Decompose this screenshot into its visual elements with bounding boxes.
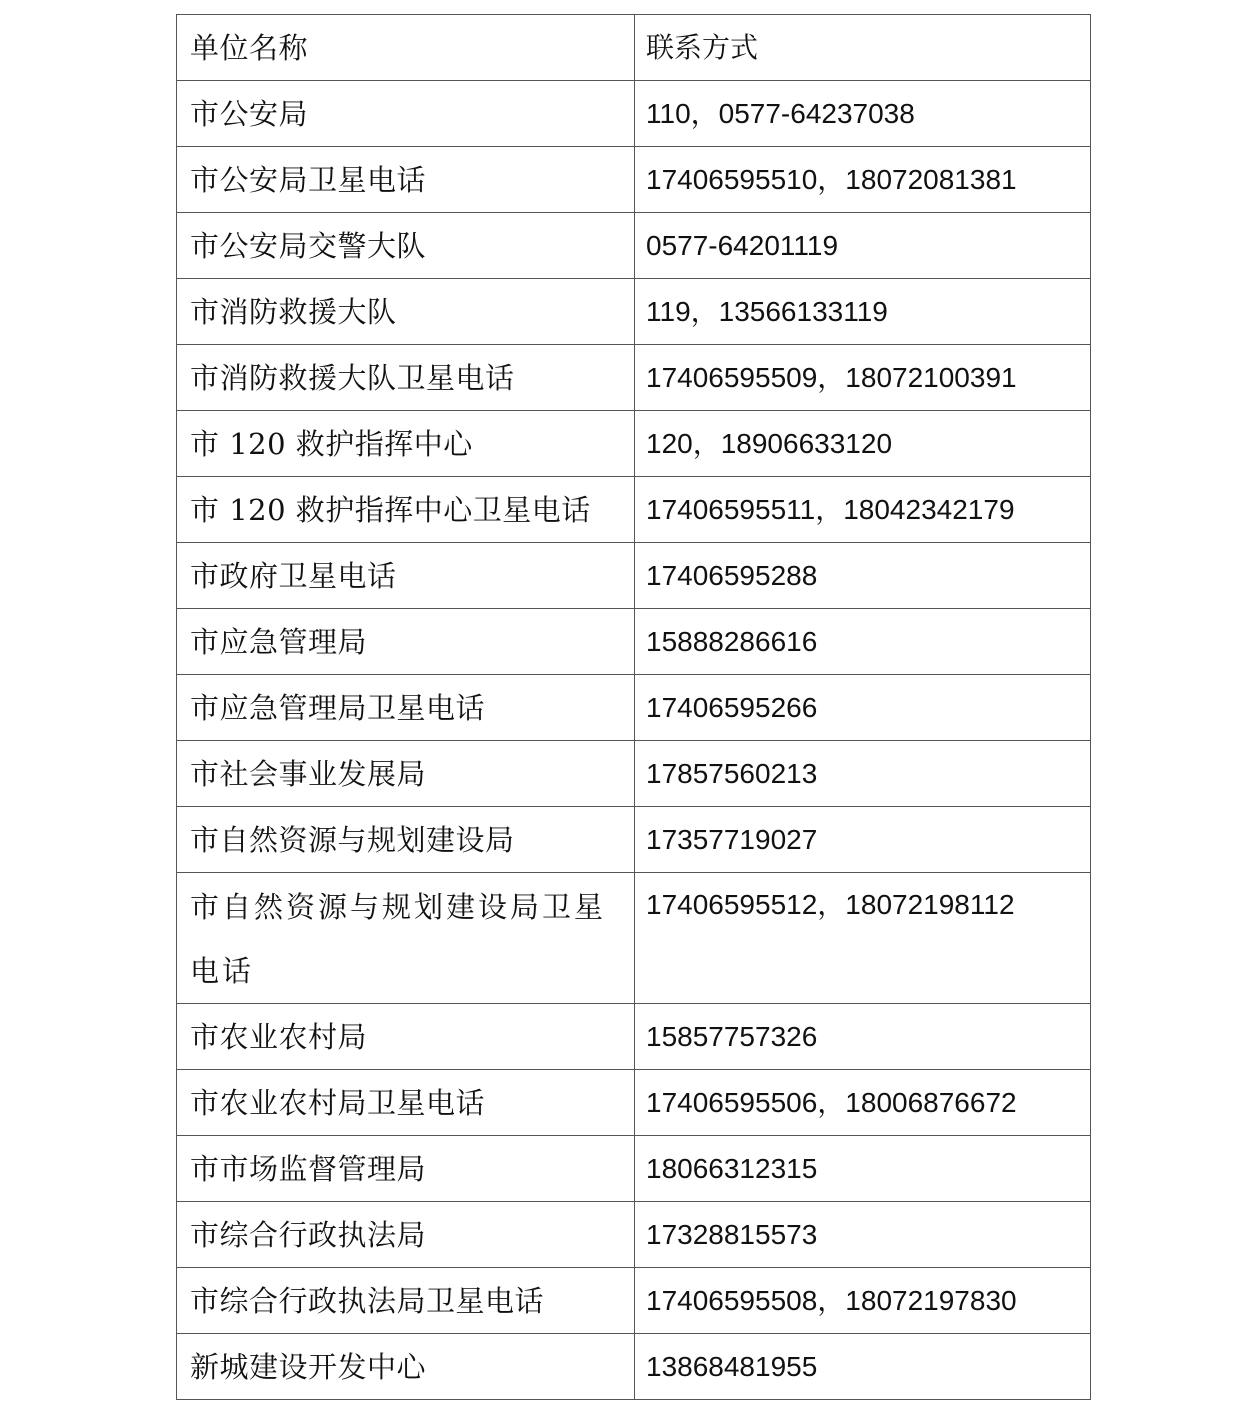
contact-cell: 17357719027 [635,807,1091,873]
table-header-row [177,15,1091,81]
contact-cell: 17406595508，18072197830 [635,1268,1091,1334]
unit-name-cell: 市农业农村局 [177,1004,635,1070]
unit-name-cell: 市应急管理局 [177,609,635,675]
unit-name-cell: 新城建设开发中心 [177,1334,635,1400]
table-row [177,411,1091,477]
unit-name-cell: 市公安局交警大队 [177,213,635,279]
column-header-unit-name: 单位名称 [177,15,635,81]
table-row [177,675,1091,741]
table-row [177,1136,1091,1202]
table-row [177,345,1091,411]
contact-cell: 17328815573 [635,1202,1091,1268]
table-row [177,1070,1091,1136]
unit-name-cell: 市自然资源与规划建设局卫星电话 [177,873,635,1004]
unit-name-cell: 市应急管理局卫星电话 [177,675,635,741]
table-row [177,477,1091,543]
unit-name-cell: 市 120 救护指挥中心 [177,411,635,477]
unit-name-cell: 市综合行政执法局卫星电话 [177,1268,635,1334]
unit-name-cell: 市社会事业发展局 [177,741,635,807]
unit-name-cell: 市 120 救护指挥中心卫星电话 [177,477,635,543]
unit-name-cell: 市自然资源与规划建设局 [177,807,635,873]
contact-cell: 0577-64201119 [635,213,1091,279]
column-header-contact: 联系方式 [635,15,1091,81]
contact-cell: 15857757326 [635,1004,1091,1070]
unit-name-cell: 市公安局 [177,81,635,147]
table-row [177,543,1091,609]
table-row [177,1268,1091,1334]
table-row [177,213,1091,279]
contact-cell: 13868481955 [635,1334,1091,1400]
contact-cell: 119，13566133119 [635,279,1091,345]
table-row [177,873,1091,1004]
table-row [177,1004,1091,1070]
table-row [177,147,1091,213]
contact-cell: 110，0577-64237038 [635,81,1091,147]
contact-cell: 17857560213 [635,741,1091,807]
table-row [177,807,1091,873]
table-row [177,1334,1091,1400]
contact-cell: 17406595288 [635,543,1091,609]
unit-name-cell: 市政府卫星电话 [177,543,635,609]
contact-cell: 17406595509，18072100391 [635,345,1091,411]
unit-name-cell: 市消防救援大队卫星电话 [177,345,635,411]
unit-name-cell: 市公安局卫星电话 [177,147,635,213]
contact-cell: 17406595266 [635,675,1091,741]
unit-name-cell: 市综合行政执法局 [177,1202,635,1268]
contact-cell: 15888286616 [635,609,1091,675]
contact-cell: 18066312315 [635,1136,1091,1202]
table-row [177,741,1091,807]
unit-name-cell: 市农业农村局卫星电话 [177,1070,635,1136]
contact-cell: 120，18906633120 [635,411,1091,477]
unit-name-cell: 市消防救援大队 [177,279,635,345]
contacts-table [176,14,1091,1400]
table-row [177,609,1091,675]
contact-cell: 17406595506，18006876672 [635,1070,1091,1136]
table-row [177,1202,1091,1268]
table-row [177,81,1091,147]
contact-cell: 17406595510，18072081381 [635,147,1091,213]
contact-cell: 17406595511，18042342179 [635,477,1091,543]
table-row [177,279,1091,345]
unit-name-cell: 市市场监督管理局 [177,1136,635,1202]
contact-cell: 17406595512，18072198112 [635,873,1091,1004]
